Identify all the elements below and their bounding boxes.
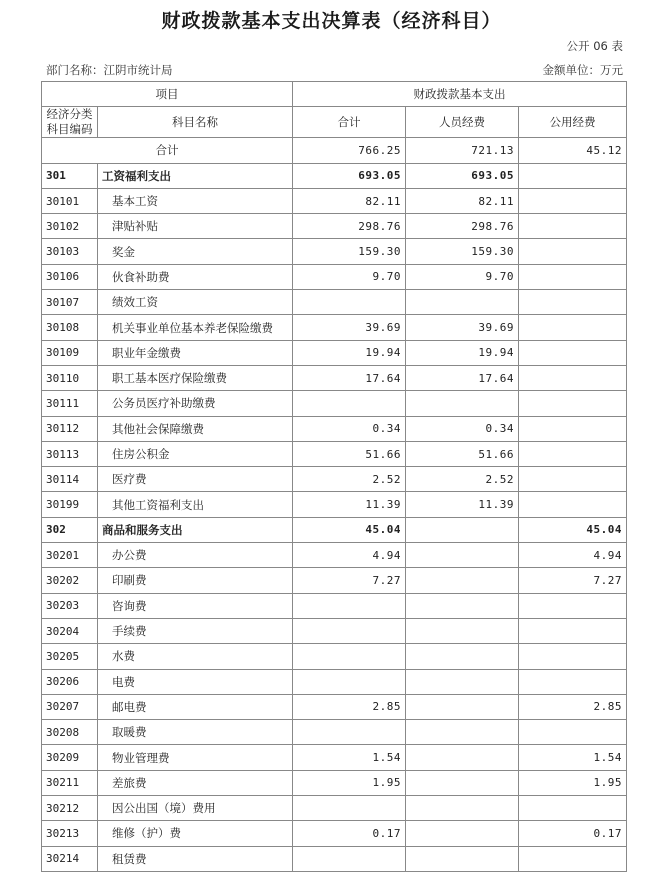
row-name: 津贴补贴 xyxy=(98,214,293,239)
row-total xyxy=(293,618,406,643)
table-row xyxy=(42,239,627,264)
row-name: 机关事业单位基本养老保险缴费 xyxy=(98,315,293,340)
row-public: 4.94 xyxy=(519,543,627,568)
row-name: 电费 xyxy=(98,669,293,694)
header-personnel: 人员经费 xyxy=(406,107,519,138)
header-public: 公用经费 xyxy=(519,107,627,138)
row-personnel xyxy=(406,770,519,795)
table-row xyxy=(42,694,627,719)
row-code: 30209 xyxy=(42,745,98,770)
row-code: 30213 xyxy=(42,821,98,846)
row-personnel xyxy=(406,821,519,846)
table-row xyxy=(42,720,627,745)
row-personnel: 2.52 xyxy=(406,467,519,492)
row-name: 租赁费 xyxy=(98,846,293,871)
row-personnel xyxy=(406,618,519,643)
table-row xyxy=(42,163,627,188)
table-row xyxy=(42,264,627,289)
row-personnel xyxy=(406,846,519,871)
row-name: 因公出国（境）费用 xyxy=(98,796,293,821)
row-total: 82.11 xyxy=(293,188,406,213)
row-personnel xyxy=(406,720,519,745)
row-public: 1.54 xyxy=(519,745,627,770)
row-code: 30102 xyxy=(42,214,98,239)
row-total: 0.17 xyxy=(293,821,406,846)
row-code: 30211 xyxy=(42,770,98,795)
table-row xyxy=(42,618,627,643)
row-public xyxy=(519,365,627,390)
table-row xyxy=(42,593,627,618)
row-public xyxy=(519,796,627,821)
row-name: 印刷费 xyxy=(98,568,293,593)
total-public: 45.12 xyxy=(519,138,627,163)
row-name: 水费 xyxy=(98,644,293,669)
total-label: 合计 xyxy=(42,138,293,163)
row-code: 30113 xyxy=(42,441,98,466)
row-code: 30214 xyxy=(42,846,98,871)
row-personnel xyxy=(406,391,519,416)
row-code: 30114 xyxy=(42,467,98,492)
row-personnel: 19.94 xyxy=(406,340,519,365)
row-name: 邮电费 xyxy=(98,694,293,719)
row-public xyxy=(519,441,627,466)
row-public: 2.85 xyxy=(519,694,627,719)
row-code: 30110 xyxy=(42,365,98,390)
row-total: 2.85 xyxy=(293,694,406,719)
row-name: 基本工资 xyxy=(98,188,293,213)
row-public xyxy=(519,239,627,264)
row-name: 维修（护）费 xyxy=(98,821,293,846)
row-code: 30208 xyxy=(42,720,98,745)
total-row xyxy=(42,138,627,163)
row-code: 30107 xyxy=(42,290,98,315)
row-personnel xyxy=(406,745,519,770)
header-row-1 xyxy=(42,82,627,107)
row-personnel: 17.64 xyxy=(406,365,519,390)
row-total xyxy=(293,290,406,315)
row-total xyxy=(293,391,406,416)
row-code: 30212 xyxy=(42,796,98,821)
row-total: 11.39 xyxy=(293,492,406,517)
row-personnel xyxy=(406,568,519,593)
row-name: 职业年金缴费 xyxy=(98,340,293,365)
row-name: 取暖费 xyxy=(98,720,293,745)
table-row xyxy=(42,214,627,239)
row-code: 301 xyxy=(42,163,98,188)
row-public: 0.17 xyxy=(519,821,627,846)
table-row xyxy=(42,441,627,466)
row-personnel xyxy=(406,543,519,568)
row-total: 39.69 xyxy=(293,315,406,340)
row-code: 30108 xyxy=(42,315,98,340)
row-code: 30203 xyxy=(42,593,98,618)
table-row xyxy=(42,290,627,315)
row-public xyxy=(519,264,627,289)
row-code: 30111 xyxy=(42,391,98,416)
row-public xyxy=(519,416,627,441)
table-row xyxy=(42,188,627,213)
row-total xyxy=(293,720,406,745)
row-name: 职工基本医疗保险缴费 xyxy=(98,365,293,390)
row-name: 工资福利支出 xyxy=(98,163,293,188)
row-total: 4.94 xyxy=(293,543,406,568)
row-total xyxy=(293,593,406,618)
row-code: 30112 xyxy=(42,416,98,441)
row-name: 咨询费 xyxy=(98,593,293,618)
row-public xyxy=(519,315,627,340)
row-public: 7.27 xyxy=(519,568,627,593)
row-code: 30103 xyxy=(42,239,98,264)
row-code: 30109 xyxy=(42,340,98,365)
row-personnel: 298.76 xyxy=(406,214,519,239)
row-name: 手续费 xyxy=(98,618,293,643)
table-row xyxy=(42,492,627,517)
row-total: 0.34 xyxy=(293,416,406,441)
row-total: 17.64 xyxy=(293,365,406,390)
row-public xyxy=(519,391,627,416)
row-personnel: 82.11 xyxy=(406,188,519,213)
row-name: 其他工资福利支出 xyxy=(98,492,293,517)
row-personnel xyxy=(406,694,519,719)
row-public xyxy=(519,290,627,315)
row-total: 45.04 xyxy=(293,517,406,542)
row-total: 298.76 xyxy=(293,214,406,239)
row-name: 公务员医疗补助缴费 xyxy=(98,391,293,416)
row-name: 办公费 xyxy=(98,543,293,568)
row-personnel xyxy=(406,796,519,821)
header-name: 科目名称 xyxy=(98,107,293,138)
row-personnel: 693.05 xyxy=(406,163,519,188)
table-row xyxy=(42,365,627,390)
header-code: 经济分类 科目编码 xyxy=(42,107,98,138)
table-row xyxy=(42,644,627,669)
row-personnel: 39.69 xyxy=(406,315,519,340)
row-code: 30199 xyxy=(42,492,98,517)
table-row xyxy=(42,796,627,821)
expenditure-table xyxy=(41,81,627,872)
row-personnel xyxy=(406,517,519,542)
row-public xyxy=(519,492,627,517)
row-total: 9.70 xyxy=(293,264,406,289)
row-name: 其他社会保障缴费 xyxy=(98,416,293,441)
row-name: 奖金 xyxy=(98,239,293,264)
row-code: 30206 xyxy=(42,669,98,694)
row-code: 30202 xyxy=(42,568,98,593)
row-personnel: 9.70 xyxy=(406,264,519,289)
row-personnel xyxy=(406,593,519,618)
report-title: 财政拨款基本支出决算表（经济科目） xyxy=(161,10,502,32)
table-row xyxy=(42,391,627,416)
table-row xyxy=(42,517,627,542)
row-public xyxy=(519,846,627,871)
row-public xyxy=(519,214,627,239)
header-fiscal-basic: 财政拨款基本支出 xyxy=(293,82,627,107)
row-total: 19.94 xyxy=(293,340,406,365)
amount-unit: 金额单位：万元 xyxy=(542,63,623,77)
row-public xyxy=(519,340,627,365)
row-total xyxy=(293,796,406,821)
form-number: 公开 06 表 xyxy=(566,39,623,53)
table-row xyxy=(42,821,627,846)
table-row xyxy=(42,846,627,871)
row-personnel: 51.66 xyxy=(406,441,519,466)
row-personnel: 159.30 xyxy=(406,239,519,264)
row-total: 1.54 xyxy=(293,745,406,770)
row-total xyxy=(293,846,406,871)
table-row xyxy=(42,315,627,340)
row-name: 差旅费 xyxy=(98,770,293,795)
table-row xyxy=(42,669,627,694)
row-personnel xyxy=(406,669,519,694)
row-public xyxy=(519,593,627,618)
table-row xyxy=(42,568,627,593)
department-name: 部门名称：江阴市统计局 xyxy=(46,63,173,77)
row-name: 绩效工资 xyxy=(98,290,293,315)
row-total xyxy=(293,644,406,669)
row-public xyxy=(519,644,627,669)
row-total: 159.30 xyxy=(293,239,406,264)
row-name: 商品和服务支出 xyxy=(98,517,293,542)
table-row xyxy=(42,770,627,795)
row-code: 30101 xyxy=(42,188,98,213)
row-personnel: 11.39 xyxy=(406,492,519,517)
table-row xyxy=(42,416,627,441)
total-amount: 766.25 xyxy=(293,138,406,163)
row-total: 1.95 xyxy=(293,770,406,795)
row-code: 30205 xyxy=(42,644,98,669)
row-total: 693.05 xyxy=(293,163,406,188)
row-total xyxy=(293,669,406,694)
row-public xyxy=(519,618,627,643)
row-total: 7.27 xyxy=(293,568,406,593)
row-code: 30106 xyxy=(42,264,98,289)
row-personnel: 0.34 xyxy=(406,416,519,441)
row-code: 30201 xyxy=(42,543,98,568)
row-public: 45.04 xyxy=(519,517,627,542)
table-row xyxy=(42,745,627,770)
row-code: 30204 xyxy=(42,618,98,643)
total-personnel: 721.13 xyxy=(406,138,519,163)
row-public: 1.95 xyxy=(519,770,627,795)
header-item: 项目 xyxy=(42,82,293,107)
row-name: 医疗费 xyxy=(98,467,293,492)
table-row xyxy=(42,467,627,492)
row-code: 30207 xyxy=(42,694,98,719)
row-name: 住房公积金 xyxy=(98,441,293,466)
header-total: 合计 xyxy=(293,107,406,138)
header-row-2 xyxy=(42,107,627,138)
row-name: 物业管理费 xyxy=(98,745,293,770)
row-personnel xyxy=(406,644,519,669)
row-personnel xyxy=(406,290,519,315)
row-name: 伙食补助费 xyxy=(98,264,293,289)
row-public xyxy=(519,669,627,694)
row-total: 2.52 xyxy=(293,467,406,492)
row-public xyxy=(519,163,627,188)
row-code: 302 xyxy=(42,517,98,542)
table-row xyxy=(42,543,627,568)
row-public xyxy=(519,188,627,213)
row-total: 51.66 xyxy=(293,441,406,466)
row-public xyxy=(519,467,627,492)
table-row xyxy=(42,340,627,365)
row-public xyxy=(519,720,627,745)
